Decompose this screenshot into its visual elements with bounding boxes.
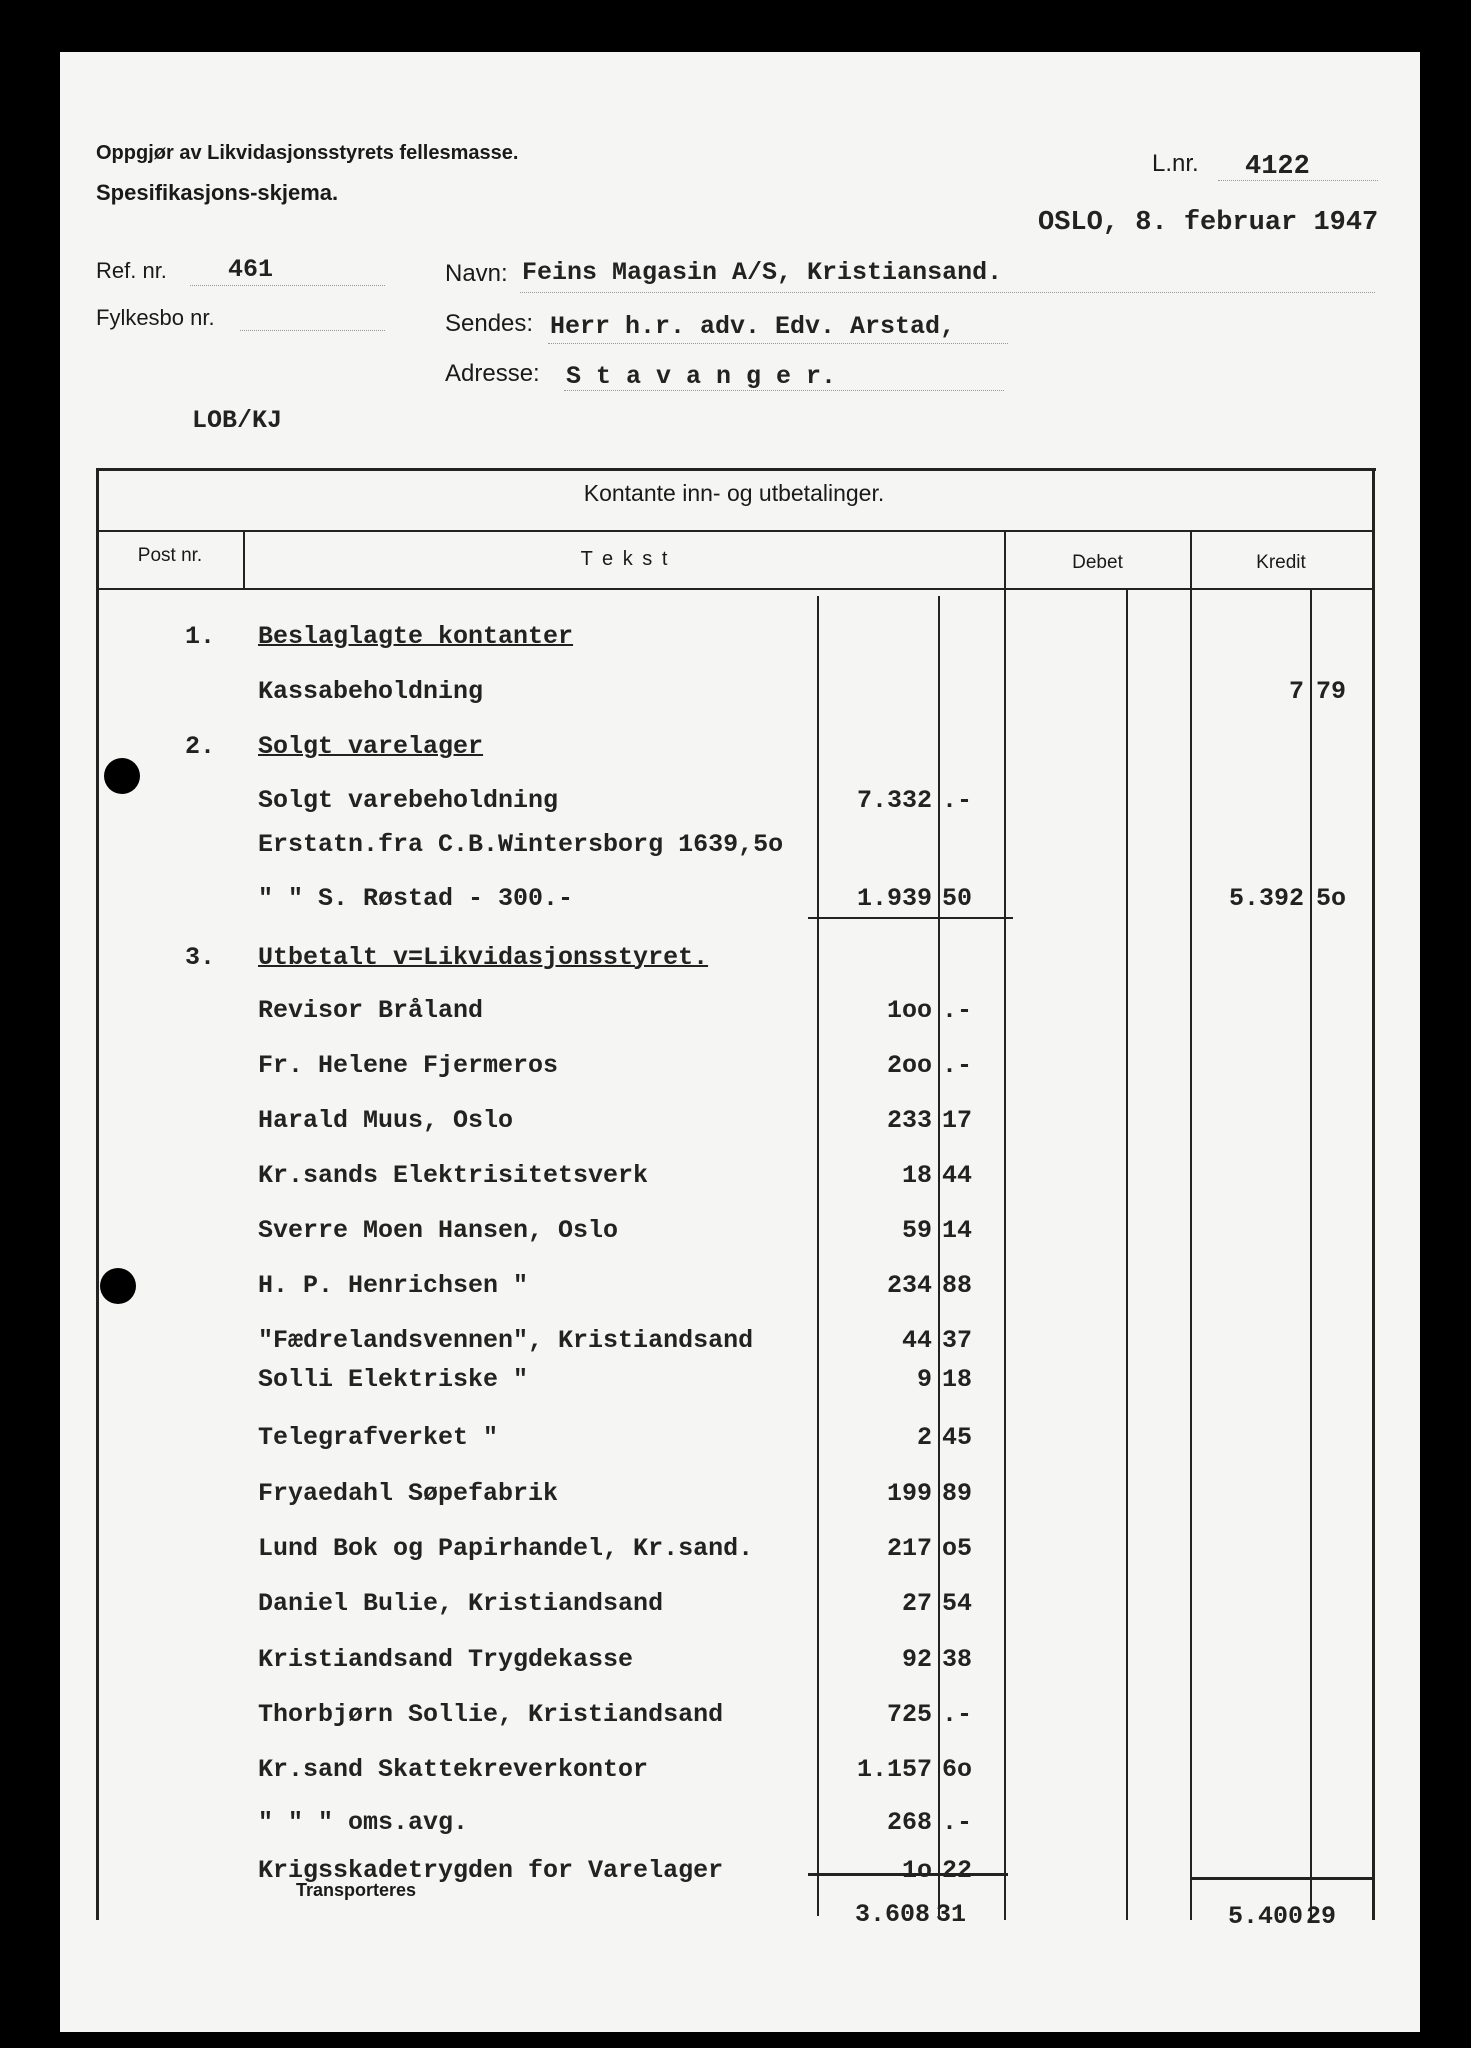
navn-line <box>520 292 1375 293</box>
debet-total: 3.608 <box>854 1900 930 1929</box>
transport-label: Transporteres <box>296 1880 417 1900</box>
kredit-cents: 5o <box>1316 884 1347 913</box>
debet-cents-divider <box>1126 590 1128 1920</box>
entry-amount: 1o <box>901 1856 932 1885</box>
entry-cents: .- <box>942 786 973 815</box>
ref-value: 461 <box>228 255 274 284</box>
adresse-line <box>564 390 1004 391</box>
entry-cents: 14 <box>942 1216 973 1245</box>
initials: LOB/KJ <box>192 406 283 435</box>
kredit-amount: 5.392 <box>1228 884 1304 913</box>
entry-cents: 6o <box>942 1755 973 1784</box>
post-number: 3. <box>185 943 216 972</box>
entry-cents: 22 <box>942 1856 973 1885</box>
entry-cents: 88 <box>942 1271 973 1300</box>
kredit-col-left <box>1190 530 1192 1920</box>
entry-text: Revisor Bråland <box>258 996 484 1025</box>
kredit-total: 5.400 <box>1227 1902 1303 1931</box>
entry-amount: 2 <box>916 1423 932 1452</box>
fylkesbo-label: Fylkesbo nr. <box>96 305 215 330</box>
post-col-divider <box>243 530 245 590</box>
entry-cents: 45 <box>942 1423 973 1452</box>
entry-amount: 268 <box>886 1808 932 1837</box>
entry-cents: 89 <box>942 1479 973 1508</box>
table-right-border <box>1372 468 1375 1920</box>
kredit-amount: 7 <box>1288 677 1304 706</box>
entry-text: Telegrafverket " <box>258 1423 499 1452</box>
debet-col-left <box>1004 530 1006 1920</box>
entry-amount: 1oo <box>886 996 932 1025</box>
lnr-label: L.nr. <box>1152 150 1199 177</box>
entry-amount: 234 <box>886 1271 932 1300</box>
entry-cents: 50 <box>942 884 973 913</box>
table-left-border <box>96 468 99 1920</box>
adresse-value: S t a v a n g e r. <box>566 362 837 391</box>
fylkesbo-line <box>240 330 385 331</box>
entry-cents: 44 <box>942 1161 973 1190</box>
entry-amount: 233 <box>886 1106 932 1135</box>
entry-cents: o5 <box>942 1534 973 1563</box>
entry-text: Fr. Helene Fjermeros <box>258 1051 559 1080</box>
entry-amount: 18 <box>901 1161 932 1190</box>
entry-text: H. P. Henrichsen " <box>258 1271 529 1300</box>
col-header-tekst: T e k s t <box>580 548 670 570</box>
entry-text: " " S. Røstad - 300.- <box>258 884 574 913</box>
lnr-line <box>1218 180 1378 181</box>
entry-amount: 725 <box>886 1700 932 1729</box>
punch-hole-top <box>104 758 140 794</box>
post-number: 2. <box>185 732 216 761</box>
entry-text: " " " oms.avg. <box>258 1808 469 1837</box>
sendes-line <box>548 343 1008 344</box>
subtotal-line <box>808 917 1013 919</box>
entry-cents: 18 <box>942 1365 973 1394</box>
entry-cents: 37 <box>942 1326 973 1355</box>
entry-amount: 1.157 <box>856 1755 932 1784</box>
sendes-value: Herr h.r. adv. Edv. Arstad, <box>550 312 956 341</box>
entry-text: Fryaedahl Søpefabrik <box>258 1479 559 1508</box>
entry-cents: 17 <box>942 1106 973 1135</box>
entry-amount: 9 <box>916 1365 932 1394</box>
entry-cents: .- <box>942 1808 973 1837</box>
col-header-kredit: Kredit <box>1256 552 1306 573</box>
entry-text: Kr.sand Skattekreverkontor <box>258 1755 649 1784</box>
entry-text: Harald Muus, Oslo <box>258 1106 514 1135</box>
entry-cents: 38 <box>942 1645 973 1674</box>
entry-amount: 199 <box>886 1479 932 1508</box>
entry-cents: .- <box>942 1700 973 1729</box>
entry-amount: 7.332 <box>856 786 932 815</box>
entry-text: Solli Elektriske " <box>258 1365 529 1394</box>
entry-amount: 217 <box>886 1534 932 1563</box>
debet-total-cents: 31 <box>936 1900 967 1929</box>
sendes-label: Sendes: <box>445 310 534 337</box>
entry-cents: 54 <box>942 1589 973 1618</box>
navn-value: Feins Magasin A/S, Kristiansand. <box>522 258 1003 287</box>
title-divider <box>96 530 1374 532</box>
ref-label: Ref. nr. <box>96 258 167 283</box>
entry-amount: 59 <box>901 1216 932 1245</box>
entry-text: Beslaglagte kontanter <box>258 622 574 651</box>
entry-amount: 2oo <box>886 1051 932 1080</box>
entry-text: Solgt varelager <box>258 732 484 761</box>
form-title: Oppgjør av Likvidasjonsstyrets fellesmasse. <box>96 142 519 164</box>
form-sheet <box>60 52 1420 2032</box>
lnr-value: 4122 <box>1245 152 1310 182</box>
entry-cents: .- <box>942 1051 973 1080</box>
kredit-total-cents: 29 <box>1306 1902 1337 1931</box>
entry-cents: .- <box>942 996 973 1025</box>
entry-text: Krigsskadetrygden for Varelager <box>258 1856 724 1885</box>
navn-label: Navn: <box>445 260 508 287</box>
entry-text: Daniel Bulie, Kristiandsand <box>258 1589 664 1618</box>
entry-amount: 1.939 <box>856 884 932 913</box>
total-line-kredit <box>1190 1877 1372 1880</box>
entry-text: Kristiandsand Trygdekasse <box>258 1645 634 1674</box>
amount-cents-divider <box>938 596 940 1916</box>
entry-text: "Fædrelandsvennen", Kristiandsand <box>258 1326 754 1355</box>
post-number: 1. <box>185 622 216 651</box>
col-header-debet: Debet <box>1072 552 1123 573</box>
entry-text: Erstatn.fra C.B.Wintersborg 1639,5o <box>258 830 784 859</box>
entry-amount: 92 <box>901 1645 932 1674</box>
entry-amount: 27 <box>901 1589 932 1618</box>
table-title: Kontante inn- og utbetalinger. <box>583 480 885 506</box>
adresse-label: Adresse: <box>445 360 540 387</box>
entry-text: Thorbjørn Sollie, Kristiandsand <box>258 1700 724 1729</box>
table-top-border <box>96 468 1376 471</box>
entry-text: Sverre Moen Hansen, Oslo <box>258 1216 619 1245</box>
kredit-cents: 79 <box>1316 677 1347 706</box>
header-divider <box>96 588 1374 590</box>
kredit-cents-divider <box>1310 590 1312 1920</box>
entry-text: Lund Bok og Papirhandel, Kr.sand. <box>258 1534 754 1563</box>
punch-hole-bottom <box>100 1268 136 1304</box>
entry-amount: 44 <box>901 1326 932 1355</box>
entry-text: Kassabeholdning <box>258 677 484 706</box>
entry-text: Utbetalt v=Likvidasjonsstyret. <box>258 943 709 972</box>
ref-line <box>190 285 385 286</box>
form-subtitle: Spesifikasjons-skjema. <box>96 180 339 205</box>
col-header-post: Post nr. <box>137 545 203 566</box>
entry-text: Kr.sands Elektrisitetsverk <box>258 1161 649 1190</box>
document-date: OSLO, 8. februar 1947 <box>1038 208 1379 238</box>
entry-text: Solgt varebeholdning <box>258 786 559 815</box>
